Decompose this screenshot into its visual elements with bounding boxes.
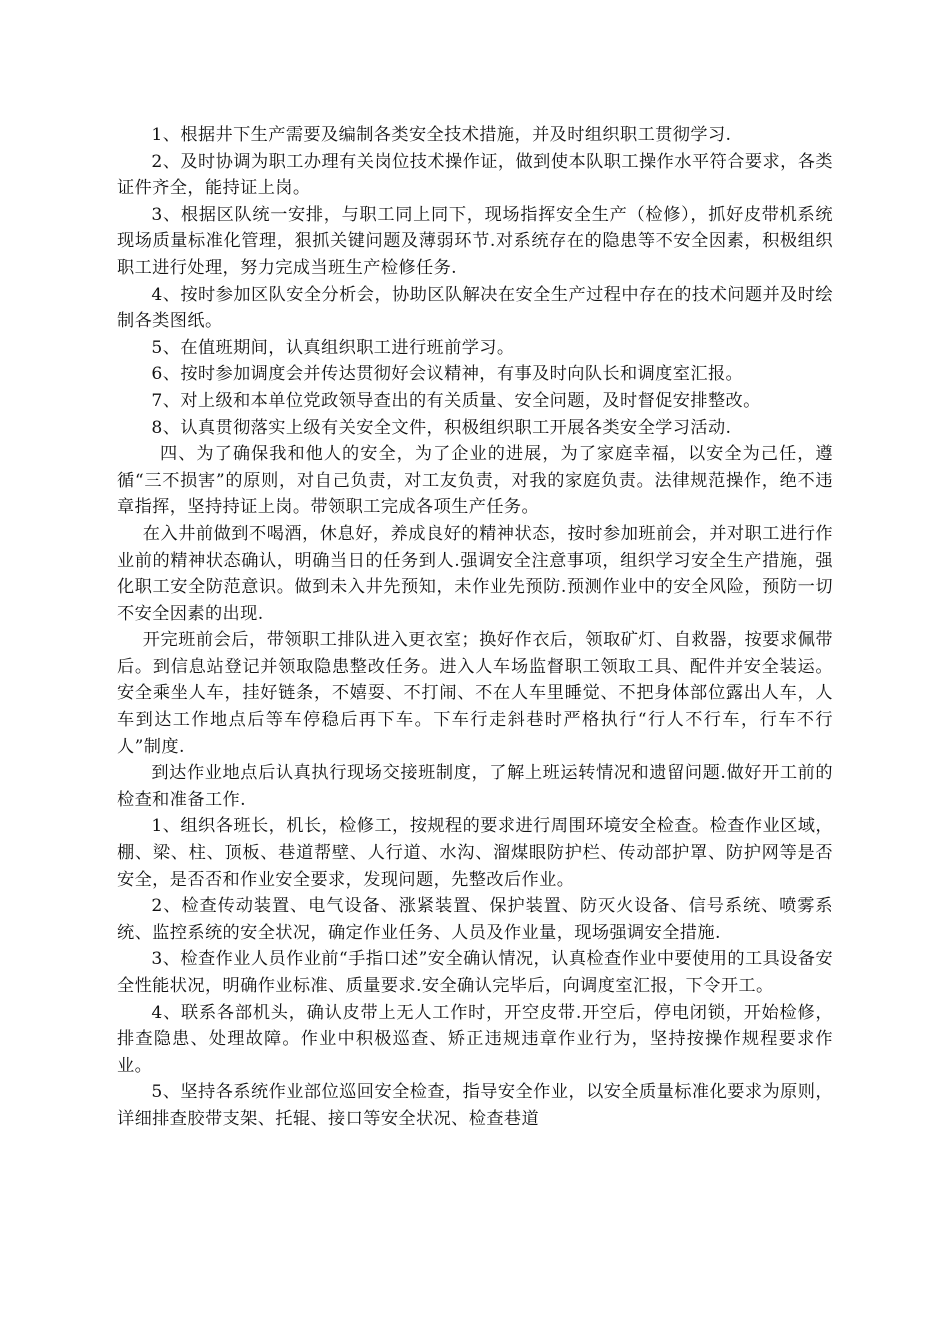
paragraph-item-2: 2、及时协调为职工办理有关岗位技术操作证，做到使本队职工操作水平符合要求，各类证件齐全，能持证上岗。: [117, 151, 833, 199]
paragraph-item-4: 4、按时参加区队安全分析会，协助区队解决在安全生产过程中存在的技术问题并及时绘制各类图纸。: [117, 284, 833, 332]
paragraph-item-8: 8、认真贯彻落实上级有关安全文件，积极组织职工开展各类安全学习活动.: [151, 417, 732, 438]
paragraph-item-5: 5、在值班期间，认真组织职工进行班前学习。: [151, 337, 515, 358]
check-item-3: 3、检查作业人员作业前“手指口述”安全确认情况，认真检查作业中要使用的工具设备安全性能状况，明确作业标准、质量要求.安全确认完毕后，向调度室汇报，下令开工。: [117, 949, 833, 996]
document-body: [117, 122, 833, 1133]
pre-shift-paragraph: 在入井前做到不喝酒，休息好，养成良好的精神状态，按时参加班前会，并对职工进行作业前的精神状态确认，明确当日的任务到人.强调安全注意事项，组织学习安全生产措施，强化职工安全防范意识。做到未入井先预知，未作业先预防.预测作业中的安全风险，预防一切不安全因素的出现.: [117, 523, 833, 624]
check-item-1: 1、组织各班长，机长，检修工，按规程的要求进行周围环境安全检查。检查作业区域，棚、梁、柱、顶板、巷道帮壁、人行道、水沟、溜煤眼防护栏、传动部护罩、防护网等是否安全，是否否和作业安全要求，发现问题，先整改后作业。: [117, 816, 833, 890]
check-item-4: 4、联系各部机头，确认皮带上无人工作时，开空皮带.开空后，停电闭锁，开始检修，排查隐患、处理故障。作业中积极巡查、矫正违规违章作业行为，坚持按操作规程要求作业。: [117, 1002, 833, 1076]
check-item-5: 5、坚持各系统作业部位巡回安全检查，指导安全作业，以安全质量标准化要求为原则，详细排查胶带支架、托辊、接口等安全状况、检查巷道: [117, 1082, 833, 1129]
after-meeting-paragraph: 开完班前会后，带领职工排队进入更衣室；换好作衣后，领取矿灯、自救器，按要求佩带后。到信息站登记并领取隐患整改任务。进入人车场监督职工领取工具、配件并安全装运。安全乘坐人车，挂好链条，不嬉耍、不打闹、不在人车里睡觉、不把身体部位露出人车，人车到达工作地点后等车停稳后再下车。下车行走斜巷时严格执行“行人不行车，行车不行人”制度.: [117, 630, 833, 757]
paragraph-item-3: 3、根据区队统一安排，与职工同上同下，现场指挥安全生产（检修），抓好皮带机系统现场质量标准化管理，狠抓关键问题及薄弱环节.对系统存在的隐患等不安全因素，积极组织职工进行处理，努力完成当班生产检修任务.: [117, 204, 833, 278]
paragraph-item-7: 7、对上级和本单位党政领导查出的有关质量、安全问题，及时督促安排整改。: [151, 390, 761, 411]
paragraph-item-6: 6、按时参加调度会并传达贯彻好会议精神，有事及时向队长和调度室汇报。: [151, 364, 744, 385]
section-four-paragraph: 四、为了确保我和他人的安全，为了企业的进展，为了家庭幸福，以安全为己任，遵循“三不损害”的原则，对自己负责，对工友负责，对我的家庭负责。法律规范操作，绝不违章指挥，坚持持证上岗。带领职工完成各项生产任务。: [117, 444, 833, 518]
arrival-paragraph: 到达作业地点后认真执行现场交接班制度，了解上班运转情况和遗留问题.做好开工前的检查和准备工作.: [117, 763, 833, 810]
paragraph-item-1: 1、根据井下生产需要及编制各类安全技术措施，并及时组织职工贯彻学习.: [151, 125, 732, 145]
check-item-2: 2、检查传动装置、电气设备、涨紧装置、保护装置、防灭火设备、信号系统、喷雾系统、监控系统的安全状况，确定作业任务、人员及作业量，现场强调安全措施.: [117, 896, 833, 943]
